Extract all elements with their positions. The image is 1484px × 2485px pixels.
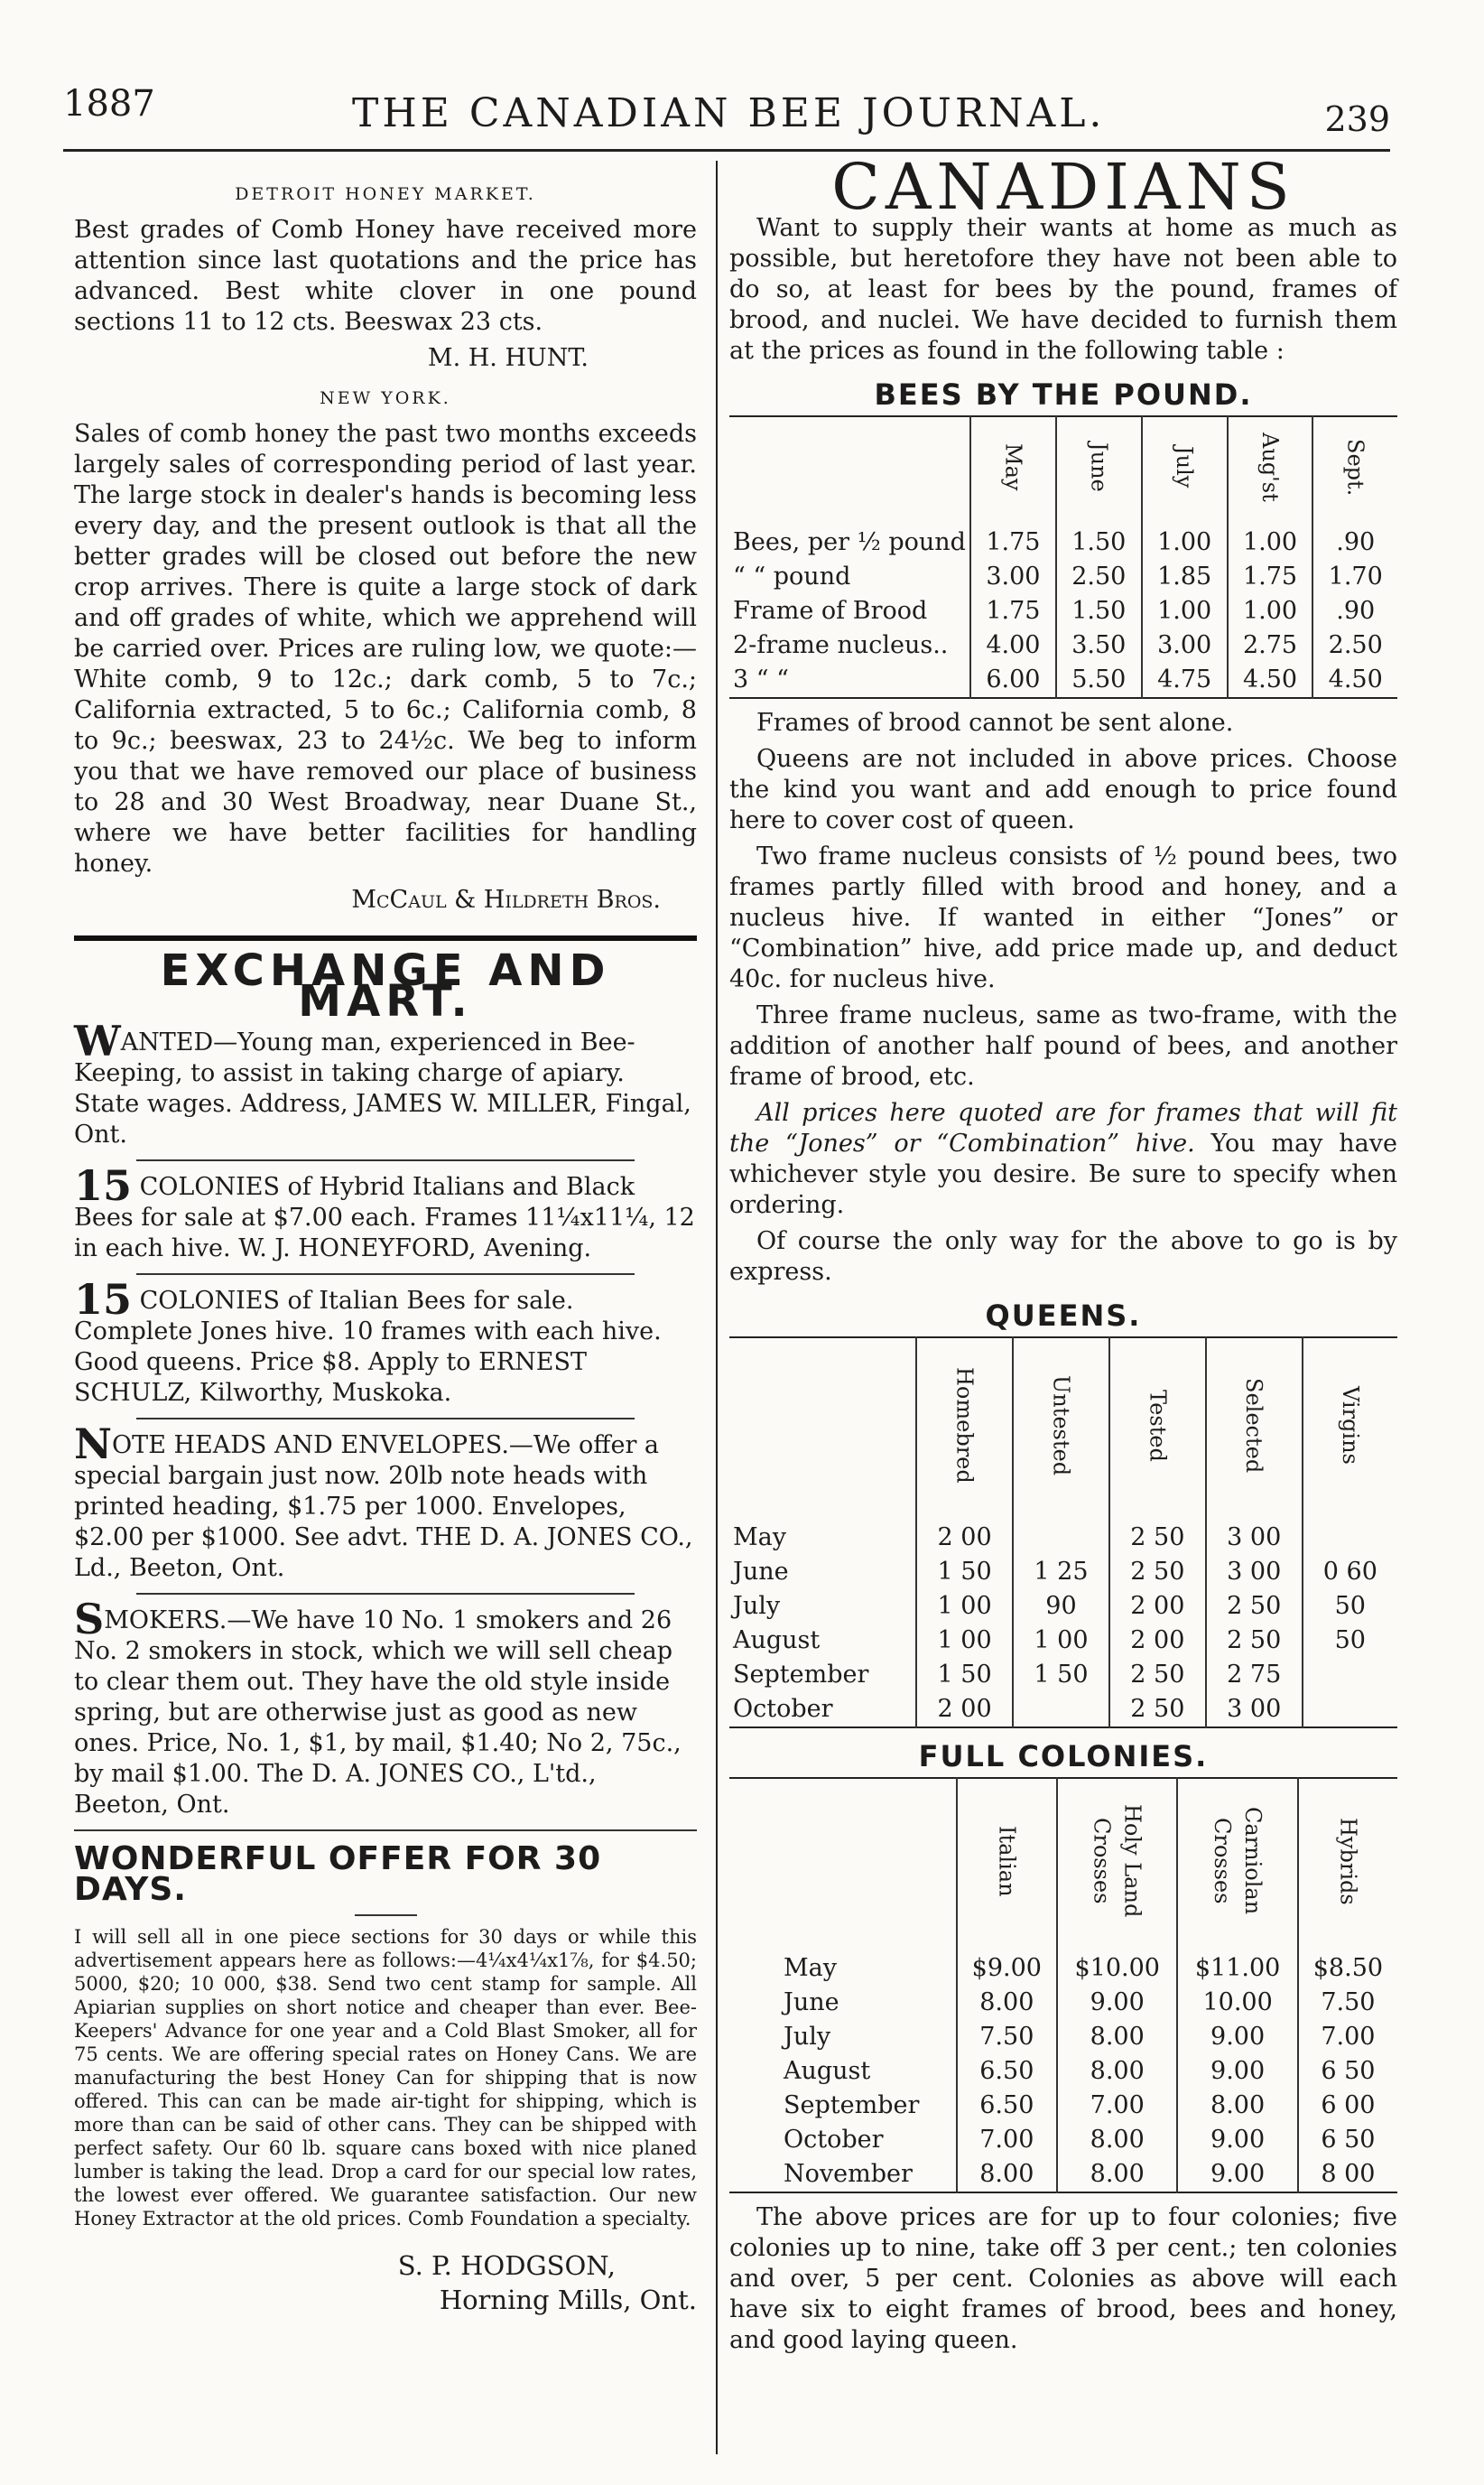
full-colonies-title: FULL COLONIES. (918, 1739, 1209, 1773)
table-row (729, 594, 1397, 628)
table-cell: 1 50 (1013, 1658, 1109, 1692)
table-cell: 1.00 (1142, 594, 1228, 628)
table-cell: $9.00 (957, 1951, 1057, 1986)
column-header: May (970, 416, 1056, 526)
table-cell: 1.00 (1142, 526, 1228, 560)
ad-text: ANTED—Young man, experienced in Bee-Keeping, to assist in taking charge of apiary. State wages. Address, JAMES W. MILLER, Fingal, Ont. (74, 1028, 691, 1149)
canadians-title: CANADIANS (831, 150, 1295, 224)
table-row (729, 2157, 1397, 2192)
right-column (729, 150, 1397, 2361)
queens-title: QUEENS. (985, 1298, 1142, 1333)
table-row (729, 560, 1397, 594)
table-cell: 3.00 (970, 560, 1056, 594)
divider (136, 1593, 635, 1595)
table-row (729, 1951, 1397, 1986)
table-cell: 8.00 (957, 1986, 1057, 2020)
signature-place: Horning Mills, Ont. (439, 2285, 697, 2315)
left-column (74, 172, 697, 2317)
table-cell: 1.50 (1056, 526, 1142, 560)
column-header: Selected (1206, 1337, 1303, 1521)
table-cell: 4.50 (1228, 663, 1313, 698)
table-cell: 2 50 (1206, 1624, 1303, 1658)
table-cell: 8 00 (1298, 2157, 1397, 2192)
table-cell: 2 00 (1109, 1589, 1206, 1624)
table-cell: 9.00 (1177, 2054, 1297, 2089)
ad-note-heads (74, 1419, 697, 1584)
column-header: Aug'st (1228, 416, 1313, 526)
table-row (729, 663, 1397, 698)
table-cell: 7.00 (1298, 2020, 1397, 2054)
table-cell: 7.50 (1298, 1986, 1397, 2020)
table-cell: 8.00 (1177, 2089, 1297, 2123)
ad-text: MOKERS.—We have 10 No. 1 smokers and 26 No. 2 smokers in stock, which we will sell cheap to clear them out. They have the old style inside spring, but are otherwise just as good as new ones. Price, No. 1, $1, by mail, $1.40; No 2, 75c., by mail $1.00. The D. A. JONES CO., L'td., Beeton, Ont. (74, 1606, 682, 1819)
table-cell: 1.00 (1228, 526, 1313, 560)
table-row (729, 2089, 1397, 2123)
table-cell: 4.50 (1312, 663, 1397, 698)
table-cell: 1 00 (916, 1624, 1013, 1658)
section-rule (74, 935, 697, 941)
row-label: November (784, 2160, 913, 2188)
ad-lead: 15 (74, 1275, 133, 1324)
newyork-body: Sales of comb honey the past two months exceeds largely sales of corresponding period of last year. The large stock in dealer's hands is becoming less every day, and the present outlook is that all the better grades will be closed out before the new crop arrives. There is quite a large stock of dark and off grades of white, which we apprehend will be carried over. Prices are ruling low, we quote:—White comb, 9 to 12c.; dark comb, 5 to 7c.; California extracted, 5 to 6c.; California comb, 8 to 9c.; beeswax, 23 to 24½c. We beg to inform you that we have removed our place of business to 28 and 30 West Broadway, near Duane St., where we have better facilities for handling honey. (74, 420, 697, 878)
table-cell: $8.50 (1298, 1951, 1397, 1986)
table-row (729, 1555, 1397, 1589)
row-label: August (784, 2057, 871, 2085)
row-label: Frame of Brood (733, 597, 928, 625)
column-header: Untested (1013, 1337, 1109, 1521)
note-after-italic: You may have whichever style you desire. Be sure to specify when ordering. (729, 1130, 1397, 1219)
table-corner (729, 416, 970, 526)
ad-lead: S (74, 1595, 105, 1643)
table-cell: 10.00 (1177, 1986, 1297, 2020)
table-cell: 2 00 (916, 1521, 1013, 1555)
table-cell: 2 50 (1109, 1555, 1206, 1589)
journal-title: THE CANADIAN BEE JOURNAL. (352, 90, 1106, 136)
table-cell: 2.50 (1056, 560, 1142, 594)
table-row (729, 1692, 1397, 1727)
row-label: May (784, 1954, 837, 1982)
column-header: Homebred (916, 1337, 1013, 1521)
column-divider (716, 161, 718, 2454)
table-cell: 8.00 (1057, 2054, 1177, 2089)
table-cell: 1 50 (916, 1555, 1013, 1589)
table-cell: 1.00 (1228, 594, 1313, 628)
ad-lead: W (74, 1017, 121, 1066)
table-cell: 50 (1303, 1624, 1397, 1658)
table-cell: 9.00 (1177, 2157, 1297, 2192)
table-cell: .90 (1312, 526, 1397, 560)
ad-colonies-italian (74, 1275, 697, 1409)
table-cell: 1 50 (916, 1658, 1013, 1692)
table-cell: $11.00 (1177, 1951, 1297, 1986)
ad-text: OTE HEADS AND ENVELOPES.—We offer a special bargain just now. 20lb note heads with printed heading, $1.75 per 1000. Envelopes, $2.00 per $1000. See advt. THE D. A. JONES CO., Ld., Beeton, Ont. (74, 1431, 693, 1582)
bees-table (729, 415, 1397, 699)
table-cell: 2 00 (916, 1692, 1013, 1727)
column-header: Tested (1109, 1337, 1206, 1521)
detroit-sign: M. H. HUNT. (427, 344, 589, 372)
table-row (729, 628, 1397, 663)
table-cell: 7.50 (957, 2020, 1057, 2054)
row-label: May (733, 1523, 786, 1551)
ad-text: COLONIES of Italian Bees for sale. Complete Jones hive. 10 frames with each hive. Good queens. Price $8. Apply to ERNEST SCHULZ, Kilworthy, Muskoka. (74, 1287, 662, 1407)
note: Two frame nucleus consists of ½ pound bees, two frames partly filled with brood and honey, and a nucleus hive. If wanted in either “Jones” or “Combination” hive, add price made up, and deduct 40c. for nucleus hive. (729, 842, 1397, 993)
table-cell (1013, 1692, 1109, 1727)
table-cell: 2 50 (1109, 1692, 1206, 1727)
ad-lead: 15 (74, 1161, 133, 1210)
table-cell: 4.75 (1142, 663, 1228, 698)
table-cell: 2 50 (1206, 1589, 1303, 1624)
table-cell: 1.85 (1142, 560, 1228, 594)
table-cell: 3 00 (1206, 1692, 1303, 1727)
ad-colonies-hybrid (74, 1161, 697, 1264)
column-header: Holy Land Crosses (1057, 1778, 1177, 1951)
divider (355, 1914, 417, 1916)
table-cell: 3.50 (1056, 628, 1142, 663)
detroit-body: Best grades of Comb Honey have received more attention since last quotations and the price has advanced. Best white clover in one pound sections 11 to 12 cts. Beeswax 23 cts. (74, 216, 697, 336)
table-row (729, 1589, 1397, 1624)
note-italic: All prices here quoted are for frames that will fit the “Jones” or “Combination” hive. (729, 1099, 1397, 1158)
colonies-table (729, 1777, 1397, 2193)
column-header: Italian (957, 1778, 1057, 1951)
column-header: Sept. (1312, 416, 1397, 526)
ad-smokers (74, 1595, 697, 1820)
table-cell (1303, 1658, 1397, 1692)
table-row (729, 2020, 1397, 2054)
column-header: Virgins (1303, 1337, 1397, 1521)
table-cell (1013, 1521, 1109, 1555)
colonies-footer: The above prices are for up to four colonies; five colonies up to nine, take off 3 per cent.; ten colonies and over, 5 per cent. Colonies as above will each have six to eight frames of brood, bees and honey, and good laying queen. (729, 2203, 1397, 2354)
table-cell: 0 60 (1303, 1555, 1397, 1589)
table-corner (729, 1778, 957, 1951)
newyork-sign: McCaul & Hildreth Bros. (351, 886, 661, 914)
table-cell: 3 00 (1206, 1521, 1303, 1555)
divider (74, 1829, 697, 1831)
table-header-row (729, 416, 1397, 526)
table-row (729, 1624, 1397, 1658)
row-label: June (784, 1988, 839, 2016)
note-express: Of course the only way for the above to go is by express. (729, 1227, 1397, 1286)
row-label: October (733, 1695, 833, 1723)
table-row (729, 1658, 1397, 1692)
signature-name: S. P. HODGSON, (397, 2250, 616, 2281)
table-cell: 6.50 (957, 2054, 1057, 2089)
row-label: October (784, 2126, 884, 2154)
table-cell: 9.00 (1057, 1986, 1177, 2020)
exchange-title: EXCHANGE AND MART. (160, 945, 611, 1027)
table-cell: 2 75 (1206, 1658, 1303, 1692)
table-cell: 8.00 (1057, 2020, 1177, 2054)
table-cell: 1.75 (1228, 560, 1313, 594)
table-cell: 50 (1303, 1589, 1397, 1624)
divider (136, 1273, 635, 1275)
table-cell: 2.50 (1312, 628, 1397, 663)
table-row (729, 1521, 1397, 1555)
queens-table (729, 1336, 1397, 1728)
table-cell: .90 (1312, 594, 1397, 628)
table-cell: $10.00 (1057, 1951, 1177, 1986)
row-label: June (733, 1558, 789, 1586)
table-header-row (729, 1778, 1397, 1951)
table-cell: 1.70 (1312, 560, 1397, 594)
table-cell: 8.00 (1057, 2157, 1177, 2192)
divider (136, 1418, 635, 1419)
table-cell: 6.00 (970, 663, 1056, 698)
table-cell: 4.00 (970, 628, 1056, 663)
note: Queens are not included in above prices. Choose the kind you want and add enough to price found here to cover cost of queen. (729, 745, 1397, 834)
divider (136, 1159, 635, 1161)
table-cell: 1 25 (1013, 1555, 1109, 1589)
table-cell: 7.00 (957, 2123, 1057, 2157)
table-cell: 5.50 (1056, 663, 1142, 698)
bees-by-pound-title: BEES BY THE POUND. (874, 377, 1253, 412)
table-cell: 90 (1013, 1589, 1109, 1624)
row-label: July (784, 2023, 831, 2051)
ad-lead: N (74, 1419, 113, 1468)
table-cell: 1 00 (1013, 1624, 1109, 1658)
row-label: 2-frame nucleus.. (733, 631, 949, 659)
column-header: July (1142, 416, 1228, 526)
table-cell: 2 00 (1109, 1624, 1206, 1658)
row-label: Bees, per ½ pound (733, 528, 966, 556)
table-cell: 1.50 (1056, 594, 1142, 628)
table-cell (1303, 1521, 1397, 1555)
page-number: 239 (1324, 99, 1390, 139)
table-header-row (729, 1337, 1397, 1521)
newyork-title: NEW YORK. (320, 388, 451, 408)
note: Three frame nucleus, same as two-frame, with the addition of another half pound of bees, and another frame of brood, etc. (729, 1001, 1397, 1091)
table-corner (729, 1337, 916, 1521)
wonderful-offer-body: I will sell all in one piece sections for 30 days or while this advertisement appears here as follows:—4¼x4¼x1⅞, for $4.50; 5000, $20; 10 000, $38. Send two cent stamp for sample. All Apiarian supplies on short notice and cheaper than ever. Bee-Keepers' Advance for one year and a Cold Blast Smoker, all for 75 cents. We are offering special rates on Honey Cans. We are manufacturing the best Honey Can for shipping that is now offered. This can can be made air-tight for shipping, which is more than can be said of other cans. They can be shipped with perfect safety. Our 60 lb. square cans boxed with nice planed lumber is taking the lead. Drop a card for our special low rates, the lowest ever offered. We guarantee satisfaction. Our new Honey Extractor at the old prices. Comb Foundation a specialty. (74, 1926, 697, 2229)
column-header: June (1056, 416, 1142, 526)
table-row (729, 526, 1397, 560)
row-label: August (733, 1626, 821, 1654)
table-cell: 1.75 (970, 594, 1056, 628)
table-cell: 6 50 (1298, 2123, 1397, 2157)
row-label: 3 “ “ (733, 665, 789, 693)
row-label: “ “ pound (733, 563, 851, 591)
column-header: Hybrids (1298, 1778, 1397, 1951)
table-cell: 3 00 (1206, 1555, 1303, 1589)
table-cell: 2 50 (1109, 1658, 1206, 1692)
table-cell: 3.00 (1142, 628, 1228, 663)
page-header (63, 83, 1390, 146)
ad-wanted (74, 1017, 697, 1150)
note-italic-paragraph (729, 1098, 1397, 1221)
row-label: July (733, 1592, 781, 1620)
table-cell: 8.00 (957, 2157, 1057, 2192)
year: 1887 (63, 83, 155, 125)
table-cell: 9.00 (1177, 2020, 1297, 2054)
detroit-title: DETROIT HONEY MARKET. (235, 184, 536, 204)
table-cell: 6 50 (1298, 2054, 1397, 2089)
wonderful-offer-title: WONDERFUL OFFER FOR 30 DAYS. (74, 1840, 602, 1908)
row-label: September (733, 1661, 869, 1689)
ad-text: COLONIES of Hybrid Italians and Black Bees for sale at $7.00 each. Frames 11¼x11¼, 12 in each hive. W. J. HONEYFORD, Avening. (74, 1173, 695, 1262)
table-cell: 1.75 (970, 526, 1056, 560)
intro-text: Want to supply their wants at home as much as possible, but heretofore they have not been able to do so, at least for bees by the pound, frames of brood, and nuclei. We have decided to furnish them at the prices as found in the following table : (729, 214, 1397, 365)
table-cell: 2.75 (1228, 628, 1313, 663)
table-cell: 2 50 (1109, 1521, 1206, 1555)
column-header: Carniolan Crosses (1177, 1778, 1297, 1951)
notes (729, 708, 1397, 1288)
row-label: September (784, 2091, 920, 2119)
table-cell: 6 00 (1298, 2089, 1397, 2123)
table-cell: 8.00 (1057, 2123, 1177, 2157)
note: Frames of brood cannot be sent alone. (756, 709, 1234, 737)
table-row (729, 2123, 1397, 2157)
table-cell: 1 00 (916, 1589, 1013, 1624)
table-cell: 9.00 (1177, 2123, 1297, 2157)
table-cell (1303, 1692, 1397, 1727)
signature-block (74, 2248, 697, 2317)
table-cell: 7.00 (1057, 2089, 1177, 2123)
table-row (729, 1986, 1397, 2020)
table-row (729, 2054, 1397, 2089)
table-cell: 6.50 (957, 2089, 1057, 2123)
